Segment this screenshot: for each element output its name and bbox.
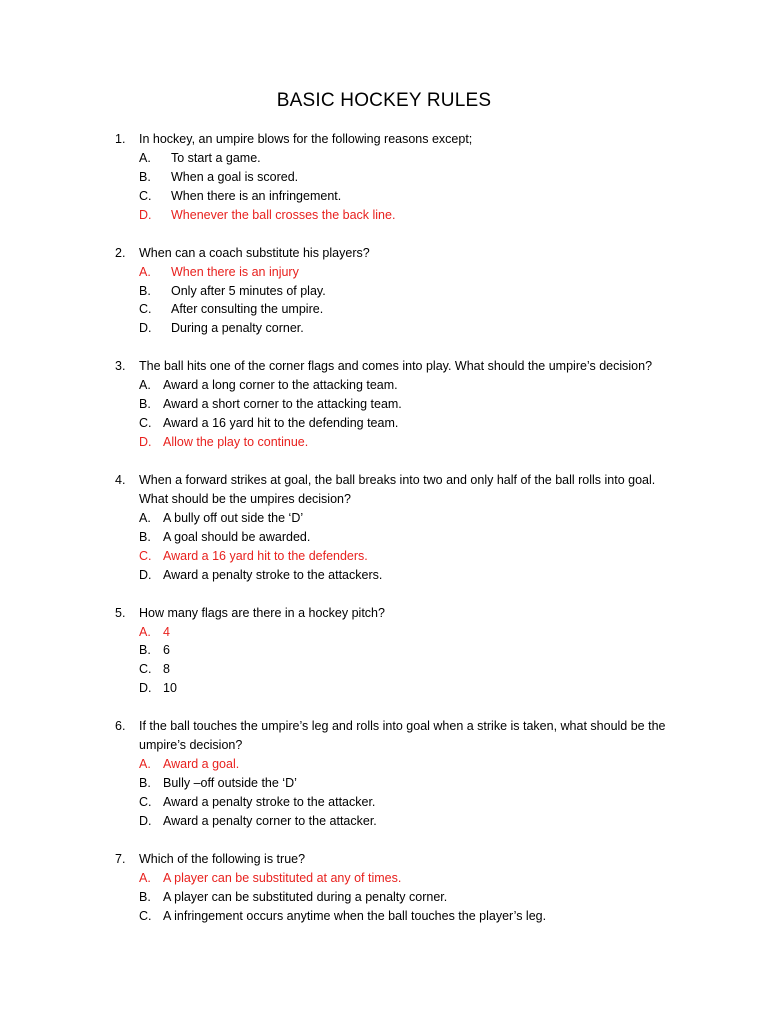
answer-option	[139, 774, 675, 793]
option-text: Award a 16 yard hit to the defending team.	[163, 416, 399, 431]
option-letter: A.	[139, 757, 151, 772]
question-text: The ball hits one of the corner flags and comes into play. What should the umpire’s decision?	[139, 359, 653, 374]
answer-option-correct	[139, 206, 675, 225]
question-text: Which of the following is true?	[139, 851, 306, 866]
question-item	[115, 357, 675, 452]
question-row	[115, 357, 675, 376]
answer-option	[139, 300, 675, 319]
question-item	[115, 604, 675, 699]
question-number: 2.	[115, 245, 126, 260]
question-item	[115, 717, 675, 831]
question-item	[115, 130, 675, 225]
option-text: Award a short corner to the attacking team.	[163, 397, 402, 412]
question-text: When can a coach substitute his players?	[139, 245, 370, 260]
question-item	[115, 471, 675, 585]
answer-option	[139, 660, 675, 679]
option-letter: D.	[139, 813, 152, 828]
option-letter: B.	[139, 776, 151, 791]
option-text: Award a penalty stroke to the attacker.	[163, 794, 376, 809]
question-number: 5.	[115, 605, 126, 620]
option-text: A player can be substituted at any of times.	[163, 870, 402, 885]
answer-option	[139, 376, 675, 395]
option-text: A player can be substituted during a penalty corner.	[163, 889, 448, 904]
question-text: If the ball touches the umpire’s leg and rolls into goal when a strike is taken, what should be the umpire’s decision?	[139, 719, 666, 753]
question-text: How many flags are there in a hockey pitch?	[139, 605, 385, 620]
question-row	[115, 717, 675, 755]
question-list	[115, 130, 675, 944]
answer-option	[139, 528, 675, 547]
question-number: 3.	[115, 359, 126, 374]
question-row	[115, 244, 675, 263]
option-letter: C.	[139, 416, 152, 431]
question-number: 6.	[115, 719, 126, 734]
option-letter: A.	[139, 870, 151, 885]
question-number: 7.	[115, 851, 126, 866]
option-list	[115, 149, 675, 225]
option-letter: B.	[139, 889, 151, 904]
option-letter: B.	[139, 169, 151, 184]
answer-option-correct	[139, 623, 675, 642]
question-text: In hockey, an umpire blows for the following reasons except;	[139, 132, 473, 146]
option-letter: A.	[139, 151, 151, 165]
answer-option	[139, 319, 675, 338]
question-number: 1.	[115, 132, 126, 146]
option-letter: D.	[139, 321, 152, 336]
document-title: BASIC HOCKEY RULES	[276, 90, 492, 111]
question-item	[115, 850, 675, 926]
option-list	[115, 376, 675, 452]
answer-option	[139, 168, 675, 187]
option-letter: C.	[139, 302, 152, 317]
answer-option	[139, 414, 675, 433]
option-text: Bully –off outside the ‘D’	[163, 776, 297, 791]
option-letter: A.	[139, 378, 151, 393]
option-text: Award a penalty corner to the attacker.	[163, 813, 377, 828]
option-letter: C.	[139, 548, 152, 563]
option-letter: A.	[139, 264, 151, 279]
option-list	[115, 869, 675, 926]
option-text: When there is an injury	[171, 264, 299, 279]
option-letter: A.	[139, 624, 151, 639]
option-letter: D.	[139, 681, 152, 696]
option-letter: C.	[139, 662, 152, 677]
option-list	[115, 263, 675, 339]
question-row	[115, 130, 675, 149]
option-text: Award a goal.	[163, 757, 240, 772]
option-letter: B.	[139, 529, 151, 544]
answer-option-correct	[139, 869, 675, 888]
answer-option	[139, 793, 675, 812]
option-text: 6	[163, 643, 170, 658]
answer-option	[139, 812, 675, 831]
option-text: 10	[163, 681, 177, 696]
answer-option-correct	[139, 547, 675, 566]
option-letter: C.	[139, 794, 152, 809]
option-letter: B.	[139, 643, 151, 658]
option-text: Award a penalty stroke to the attackers.	[163, 567, 383, 582]
option-text: Award a 16 yard hit to the defenders.	[163, 548, 368, 563]
option-list	[115, 623, 675, 699]
option-list	[115, 509, 675, 585]
answer-option	[139, 282, 675, 301]
option-letter: D.	[139, 207, 152, 222]
option-text: A goal should be awarded.	[163, 529, 311, 544]
option-text: During a penalty corner.	[171, 321, 304, 336]
answer-option	[139, 395, 675, 414]
option-text: Whenever the ball crosses the back line.	[171, 207, 396, 222]
answer-option	[139, 641, 675, 660]
answer-option	[139, 566, 675, 585]
option-text: To start a game.	[171, 151, 261, 165]
option-text: Award a long corner to the attacking team.	[163, 378, 398, 393]
question-row	[115, 850, 675, 869]
option-text: When there is an infringement.	[171, 188, 342, 203]
option-text: A bully off out side the ‘D’	[163, 510, 304, 525]
question-row	[115, 471, 675, 509]
option-letter: A.	[139, 510, 151, 525]
option-text: 4	[163, 624, 170, 639]
question-row	[115, 604, 675, 623]
answer-option	[139, 149, 675, 168]
option-text: Only after 5 minutes of play.	[171, 283, 326, 298]
question-text: When a forward strikes at goal, the ball breaks into two and only half of the ball rolls into goal. What should be the umpires decision?	[139, 472, 656, 506]
answer-option	[139, 888, 675, 907]
answer-option-correct	[139, 433, 675, 452]
option-text: 8	[163, 662, 170, 677]
answer-option	[139, 907, 675, 926]
option-letter: B.	[139, 397, 151, 412]
option-text: When a goal is scored.	[171, 169, 299, 184]
option-text: Allow the play to continue.	[163, 434, 309, 449]
answer-option	[139, 679, 675, 698]
question-item	[115, 244, 675, 339]
option-list	[115, 755, 675, 831]
option-letter: D.	[139, 567, 152, 582]
answer-option-correct	[139, 263, 675, 282]
option-letter: C.	[139, 908, 152, 923]
option-letter: C.	[139, 188, 152, 203]
answer-option-correct	[139, 755, 675, 774]
option-text: After consulting the umpire.	[171, 302, 324, 317]
question-number: 4.	[115, 472, 126, 487]
answer-option	[139, 509, 675, 528]
answer-option	[139, 187, 675, 206]
option-letter: D.	[139, 434, 152, 449]
option-letter: B.	[139, 283, 151, 298]
option-text: A infringement occurs anytime when the ball touches the player’s leg.	[163, 908, 547, 923]
